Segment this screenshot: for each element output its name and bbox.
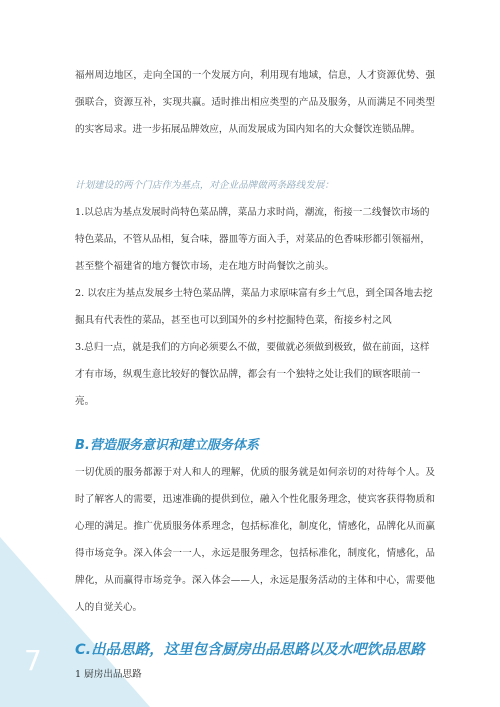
plan-note: 计划建设的两个门店作为基点，对企业品牌做两条路线发展：: [75, 180, 335, 191]
section-c-subheading: 1 厨房出品思路: [75, 669, 142, 680]
intro-paragraph: 福州周边地区，走向全国的一个发展方向，利用现有地域，信息，人才资源优势、强强联合，资源互补，实现共赢。适时推出相应类型的产品及服务，从而满足不同类型的实客局求。进一步拓展品牌效应，从而发展成为国内知名的大众餐饮连锁品牌。: [75, 70, 435, 135]
section-c-heading: C.出品思路，这里包含厨房出品思路以及水吧饮品思路: [75, 642, 425, 658]
section-b-paragraph: 一切优质的服务都源于对人和人的理解，优质的服务就是如何亲切的对待每个人。及时了解客人的需要，迅速准确的提供到位，融入个性化服务理念，使宾客获得物质和心理的满足。推广优质服务体系理念，包括标准化，制度化，情感化，品牌化从而赢得市场竞争。深入体会一一人，永远是服务理念，包括标准化，制度化，情感化，品牌化，从而赢得市场竞争。深入体会——人，永远是服务活动的主体和中心，需要他人的自觉关心。: [75, 467, 435, 613]
page-content: [75, 62, 435, 685]
page-number: 7: [24, 644, 42, 677]
plan-item-1: 1.以总店为基点发展时尚特色菜品牌，菜品力求时尚，潮流，衔接一二线餐饮市场的特色菜品，不管从品相，复合味，器皿等方面入手，对菜品的色香味形都引领福州，甚至整个福建省的地方餐饮市场，走在地方时尚餐饮之前头。: [75, 207, 430, 272]
section-b-heading: B.营造服务意识和建立服务体系: [75, 438, 259, 453]
plan-item-2: 2. 以农庄为基点发展乡土特色菜品牌，菜品力求原味富有乡土气息，到全国各地去挖掘具有代表性的菜品，甚至也可以到国外的乡村挖掘特色菜，衔接乡村之风: [75, 288, 433, 326]
plan-item-3: 3.总归一点，就是我们的方向必须要么不做，要做就必须做到极致，做在前面，这样才有市场，纵观生意比较好的餐饮品牌，都会有一个独特之处让我们的顾客眼前一亮。: [75, 342, 430, 407]
